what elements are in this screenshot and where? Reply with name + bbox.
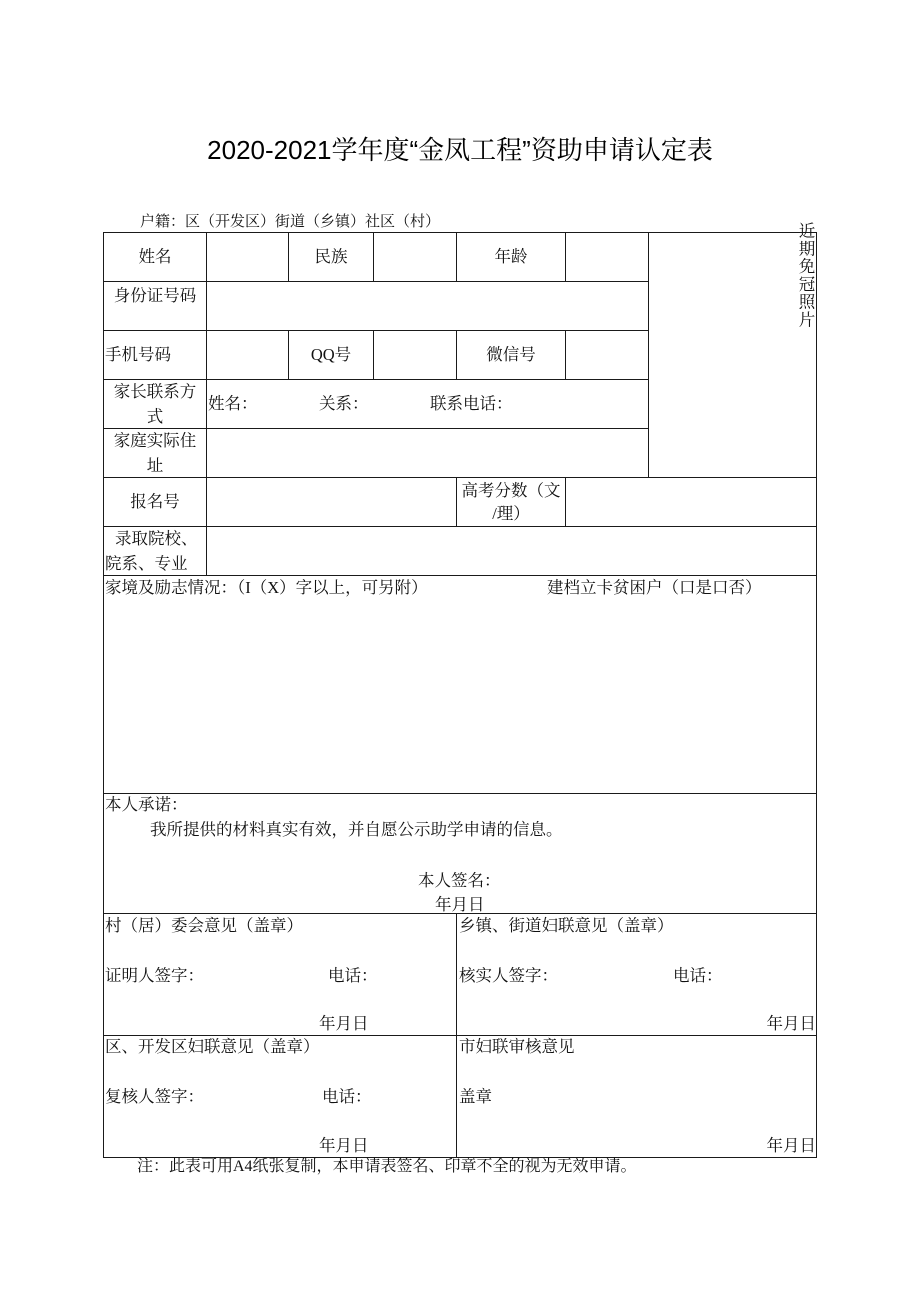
photo-label: 近期免冠照片 (796, 222, 815, 329)
district-date-label: 年月日 (319, 1136, 369, 1155)
parent-contact-label-cell (104, 380, 206, 428)
township-opinion-title: 乡镇、街道妇联意见（盖章） (459, 916, 674, 935)
qq-label: QQ号 (310, 345, 352, 364)
city-date-label: 年月日 (766, 1136, 816, 1155)
phone-label-cell (104, 331, 206, 379)
score-label-line1: 高考分数（文 (461, 481, 561, 500)
village-date-label: 年月日 (319, 1014, 369, 1033)
ethnicity-label-cell (289, 233, 373, 281)
parent-contact-label-line1: 家长联系方 (113, 382, 197, 401)
form-title: 2020-2021学年度“金凤工程”资助申请认定表 (207, 135, 713, 165)
admission-label-cell (104, 527, 206, 575)
ethnicity-value-cell (374, 233, 456, 281)
name-label-cell (104, 233, 206, 281)
id-number-label: 身份证号码 (113, 286, 197, 305)
parent-name-label: 姓名： (208, 394, 258, 413)
id-number-label-cell (104, 282, 206, 330)
village-opinion-cell (104, 914, 456, 1035)
photo-cell (649, 222, 816, 477)
name-label: 姓名 (138, 247, 172, 266)
address-label-cell (104, 429, 206, 477)
score-value-cell (566, 478, 816, 526)
registration-value-cell (207, 478, 456, 526)
wechat-label: 微信号 (486, 345, 536, 364)
city-opinion-title: 市妇联审核意见 (459, 1037, 575, 1056)
ethnicity-label: 民族 (314, 247, 348, 266)
township-signer-label: 核实人签字： (459, 966, 558, 985)
district-opinion-cell (104, 1036, 456, 1157)
address-label-line1: 家庭实际住 (113, 431, 197, 450)
district-signer-label: 复核人签字： (105, 1087, 204, 1106)
poverty-checkbox-label: 建档立卡贫困户（口是口否） (547, 578, 762, 597)
parent-contact-label-line2: 式 (146, 407, 164, 426)
parent-phone-label: 联系电话： (430, 394, 513, 413)
phone-value-cell (207, 331, 288, 379)
id-number-value-cell (207, 282, 648, 330)
family-situation-label: 家境及励志情况：（I（X）字以上，可另附） (105, 578, 428, 597)
district-phone-label: 电话： (322, 1087, 372, 1106)
village-signer-label: 证明人签字： (105, 966, 204, 985)
city-opinion-cell (457, 1036, 816, 1157)
address-label-line2: 址 (146, 456, 164, 475)
village-opinion-title: 村（居）委会意见（盖章） (105, 916, 303, 935)
pledge-statement: 我所提供的材料真实有效，并自愿公示助学申请的信息。 (150, 820, 563, 839)
township-phone-label: 电话： (673, 966, 723, 985)
admission-label-line1: 录取院校、 (115, 529, 198, 548)
age-label-cell (457, 233, 565, 281)
footer-note: 注：此表可用A4纸张复制，本申请表签名、印章不全的视为无效申请。 (137, 1158, 637, 1175)
registration-label: 报名号 (130, 492, 180, 511)
phone-label: 手机号码 (105, 345, 171, 364)
score-label-line2: /理） (492, 504, 530, 523)
household-registration-line: 户籍：区（开发区）街道（乡镇）社区（村） (140, 214, 441, 230)
qq-value-cell (374, 331, 456, 379)
pledge-cell (104, 794, 816, 913)
wechat-value-cell (566, 331, 648, 379)
qq-label-cell (289, 331, 373, 379)
address-value-cell (207, 429, 648, 477)
admission-label-line2: 院系、专业 (105, 554, 188, 573)
pledge-heading: 本人承诺： (105, 795, 188, 814)
family-situation-cell (104, 576, 816, 793)
parent-contact-value-cell (207, 380, 648, 428)
admission-value-cell (207, 527, 816, 575)
pledge-signature-label: 本人签名： (418, 871, 501, 890)
parent-relation-label: 关系： (319, 394, 369, 413)
township-date-label: 年月日 (766, 1014, 816, 1033)
city-seal-label: 盖章 (459, 1087, 492, 1106)
wechat-label-cell (457, 331, 565, 379)
district-opinion-title: 区、开发区妇联意见（盖章） (105, 1037, 320, 1056)
village-phone-label: 电话： (328, 966, 378, 985)
name-value-cell (207, 233, 288, 281)
age-label: 年龄 (494, 247, 528, 266)
score-label-cell (457, 478, 565, 526)
age-value-cell (566, 233, 648, 281)
registration-label-cell (104, 478, 206, 526)
pledge-date-label: 年月日 (435, 895, 485, 914)
township-opinion-cell (457, 914, 816, 1035)
